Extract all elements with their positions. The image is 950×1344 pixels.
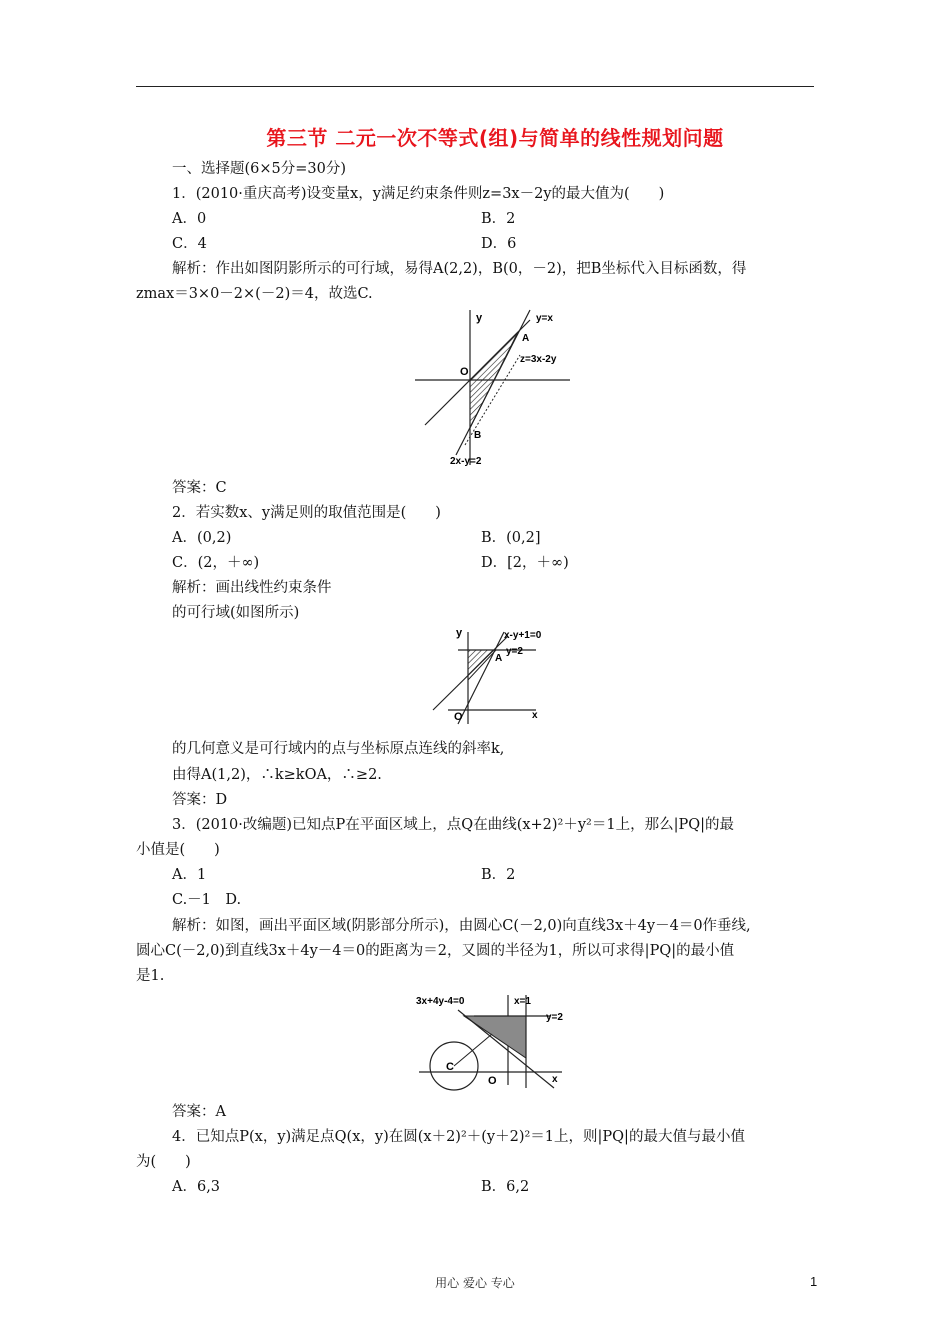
q3-label-x: x — [552, 1074, 558, 1085]
q1-label-B: B — [474, 430, 482, 441]
q2-label-y: y — [456, 627, 463, 639]
q2-option-b: B．(0,2] — [481, 530, 541, 546]
page-footer: 用心 爱心 专心 — [435, 1276, 515, 1290]
q4-stem-line1: 4．已知点P(x，y)满足点Q(x，y)在圆(x＋2)²＋(y＋2)²＝1上，则|PQ|的最大值与最小值 — [172, 1129, 745, 1145]
page-title: 第三节 二元一次不等式(组)与简单的线性规划问题 — [266, 126, 724, 150]
q3-answer: 答案：A — [172, 1104, 226, 1120]
q3-label-C: C — [446, 1061, 454, 1073]
q3-solution-line3: 是1. — [136, 968, 165, 984]
q3-stem-line1: 3．(2010·改编题)已知点P在平面区域上，点Q在曲线(x+2)²＋y²＝1上，那么|PQ|的最 — [172, 817, 735, 833]
q1-label-A: A — [522, 333, 530, 344]
q2-solution-line2: 的可行域(如图所示) — [172, 605, 300, 621]
q1-label-line2: z=3x-2y — [520, 354, 557, 365]
q1-answer: 答案：C — [172, 480, 227, 496]
q1-option-c: C．4 — [172, 236, 207, 252]
q2-solution-line3: 的几何意义是可行域内的点与坐标原点连线的斜率k, — [172, 741, 505, 757]
q2-stem: 2．若实数x、y满足则的取值范围是( ) — [172, 505, 441, 521]
q1-label-O: O — [460, 366, 469, 378]
q1-figure — [410, 305, 590, 470]
q2-option-a: A．(0,2) — [172, 530, 232, 546]
q1-label-line3: 2x-y=2 — [450, 456, 482, 467]
q1-solution-line2: zmax＝3×0－2×(－2)＝4，故选C. — [136, 286, 373, 302]
q2-answer: 答案：D — [172, 792, 228, 808]
q1-label-y: y — [476, 312, 483, 324]
q3-option-a: A．1 — [172, 867, 207, 883]
q2-solution-line4: 由得A(1,2)，∴k≥kOA，∴≥2. — [172, 767, 382, 783]
q3-perpendicular — [454, 1034, 492, 1066]
q3-label-O: O — [488, 1075, 497, 1087]
page-number: 1 — [810, 1274, 818, 1289]
q3-option-cd: C.－1 D. — [172, 892, 242, 908]
q1-label-line1: y=x — [536, 313, 553, 324]
q2-option-c: C．(2，＋∞) — [172, 555, 260, 571]
q3-label-line2: x=1 — [514, 996, 531, 1007]
q3-option-b: B．2 — [481, 867, 516, 883]
q2-figure — [428, 624, 568, 730]
q4-stem-line2: 为( ) — [136, 1154, 191, 1170]
q2-label-x: x — [532, 710, 538, 721]
q3-solution-line1: 解析：如图，画出平面区域(阴影部分所示)，由圆心C(－2,0)向直线3x＋4y－4＝0作垂线, — [172, 918, 751, 934]
q1-stem: 1．(2010·重庆高考)设变量x，y满足约束条件则z=3x－2y的最大值为( ) — [172, 186, 665, 202]
q3-label-line3: y=2 — [546, 1012, 563, 1023]
q3-figure — [414, 990, 574, 1090]
q1-solution-line1: 解析：作出如图阴影所示的可行域，易得A(2,2)，B(0，－2)，把B坐标代入目标函数，得 — [172, 261, 747, 277]
q2-option-d: D．[2，＋∞) — [481, 555, 569, 571]
q1-option-a: A．0 — [172, 211, 207, 227]
section-heading: 一、选择题(6×5分=30分) — [172, 161, 347, 177]
q3-stem-line2: 小值是( ) — [136, 842, 220, 858]
q2-label-O: O — [454, 711, 463, 723]
q2-label-line1: x-y+1=0 — [504, 630, 542, 641]
q4-option-b: B．6,2 — [481, 1179, 530, 1195]
q3-label-line1: 3x+4y-4=0 — [416, 996, 465, 1007]
q3-solution-line2: 圆心C(－2,0)到直线3x＋4y－4＝0的距离为＝2，又圆的半径为1，所以可求得|PQ|的最小值 — [136, 943, 735, 959]
header-rule — [136, 86, 814, 87]
q1-option-d: D．6 — [481, 236, 517, 252]
q4-option-a: A．6,3 — [172, 1179, 221, 1195]
q2-label-line2: y=2 — [506, 646, 523, 657]
q2-solution-line1: 解析：画出线性约束条件 — [172, 580, 332, 596]
q1-option-b: B．2 — [481, 211, 516, 227]
q2-label-A: A — [495, 653, 503, 664]
